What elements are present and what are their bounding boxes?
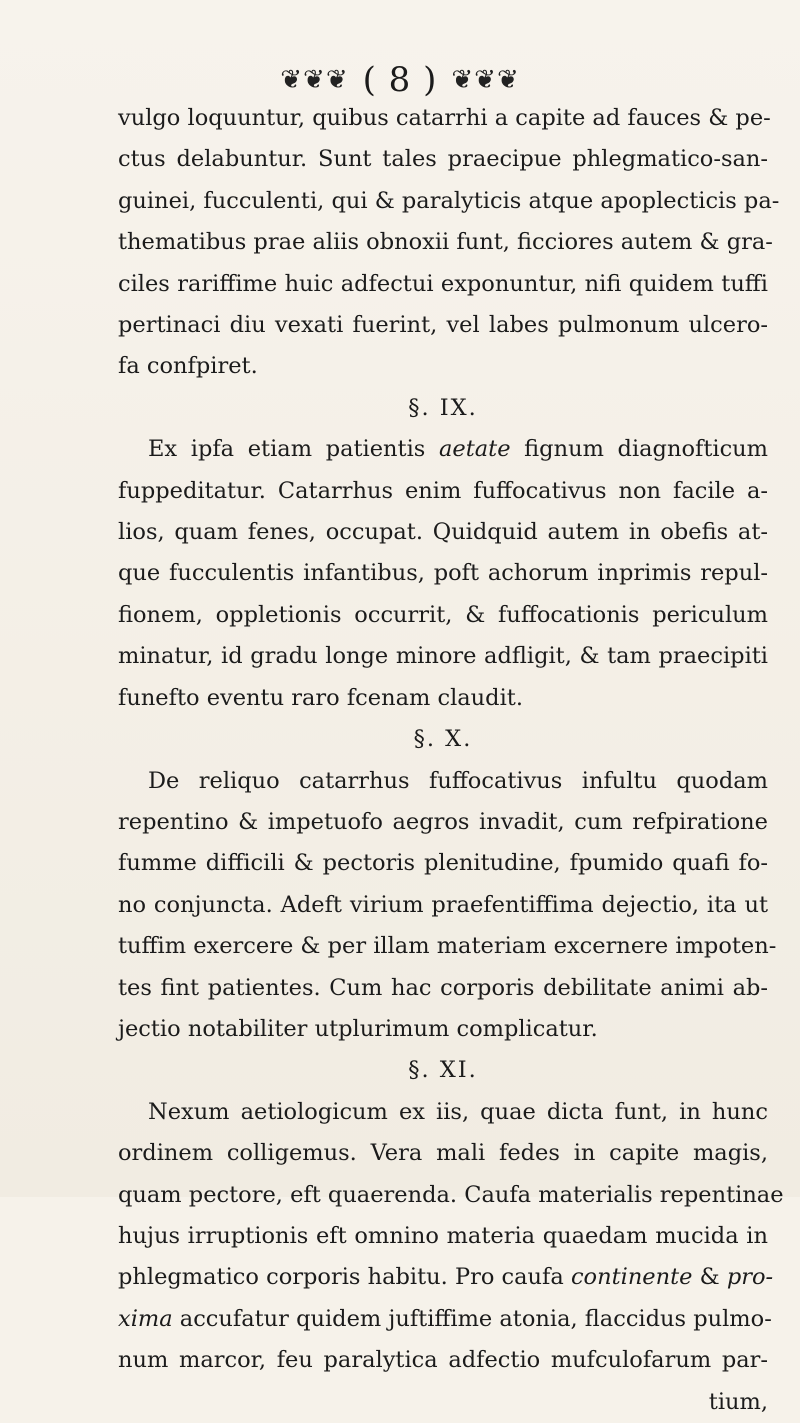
page-header xyxy=(0,60,800,100)
text-line: no conjuncta. Adeft virium praefentiffima dejectio, ita ut xyxy=(118,891,768,918)
text-line: guinei, fucculenti, qui & paralyticis atque apoplecticis pa- xyxy=(118,187,780,214)
text-line: num marcor, feu paralytica adfectio mufculofarum par- xyxy=(118,1347,768,1374)
text-line: quam pectore, eft quaerenda. Caufa materialis repentinae xyxy=(118,1181,784,1208)
text-line: que fucculentis infantibus, poft achorum inprimis repul- xyxy=(118,560,768,587)
text-segment: fignum diagnofticum xyxy=(510,436,768,463)
text-line: vulgo loquuntur, quibus catarrhi a capite ad fauces & pe- xyxy=(118,105,771,131)
text-line xyxy=(118,1299,772,1340)
text-line: fionem, oppletionis occurrit, & fuffocationis periculum xyxy=(118,601,768,628)
section-heading: §. IX. xyxy=(408,394,478,421)
text-line: thematibus prae aliis obnoxii funt, ficciores autem & gra- xyxy=(118,229,773,256)
text-line: ctus delabuntur. Sunt tales praecipue phlegmatico-san- xyxy=(118,146,768,173)
text-line: tes fint patientes. Cum hac corporis debilitate animi ab- xyxy=(118,974,768,1001)
text-line: fumme difficili & pectoris plenitudine, fpumido quafi fo- xyxy=(118,850,768,877)
text-line: ordinem colligemus. Vera mali fedes in capite magis, xyxy=(118,1140,768,1167)
page-number: ( 8 ) xyxy=(362,60,438,100)
italic-word: xima xyxy=(118,1305,173,1332)
text-line xyxy=(118,1257,774,1298)
text-line: repentino & impetuofo aegros invadit, cum refpiratione xyxy=(118,808,768,835)
text-line: lios, quam fenes, occupat. Quidquid autem in obefis at- xyxy=(118,519,768,546)
catchword: tium, xyxy=(708,1388,768,1415)
text-line: De reliquo catarrhus fuffocativus infultu quodam xyxy=(148,767,768,794)
text-line: ciles rariffime huic adfectui exponuntur, nifi quidem tuffi xyxy=(118,270,768,297)
text-line: pertinaci diu vexati fuerint, vel labes pulmonum ulcero- xyxy=(118,312,768,339)
italic-word: continente xyxy=(570,1264,693,1291)
text-line: jectio notabiliter utplurimum complicatur. xyxy=(118,1015,598,1042)
body-text xyxy=(118,98,784,1423)
section-heading: §. XI. xyxy=(408,1057,478,1084)
text-line: Nexum aetiologicum ex iis, quae dicta funt, in hunc xyxy=(148,1098,768,1125)
text-line: fuppeditatur. Catarrhus enim fuffocativus non facile a- xyxy=(118,477,768,504)
text-line: minatur, id gradu longe minore adfligit, & tam praecipiti xyxy=(118,643,768,670)
text-segment: Ex ipfa etiam patientis xyxy=(148,436,439,463)
text-line: fa confpiret. xyxy=(118,353,258,380)
text-line: funefto eventu raro fcenam claudit. xyxy=(118,684,523,711)
text-line: tuffim exercere & per illam materiam excernere impoten- xyxy=(118,933,777,960)
text-line: hujus irruptionis eft omnino materia quaedam mucida in xyxy=(118,1222,768,1249)
text-segment: & xyxy=(692,1264,727,1291)
right-ornament: ❦❦❦ xyxy=(451,65,520,95)
section-heading: §. X. xyxy=(413,726,473,753)
italic-word: pro- xyxy=(726,1264,774,1291)
text-segment: phlegmatico corporis habitu. Pro caufa xyxy=(118,1264,571,1291)
left-ornament: ❦❦❦ xyxy=(280,65,349,95)
text-line xyxy=(118,429,768,470)
text-segment: accufatur quidem juftiffime atonia, flaccidus pulmo- xyxy=(172,1305,772,1332)
italic-word: aetate xyxy=(438,436,511,463)
